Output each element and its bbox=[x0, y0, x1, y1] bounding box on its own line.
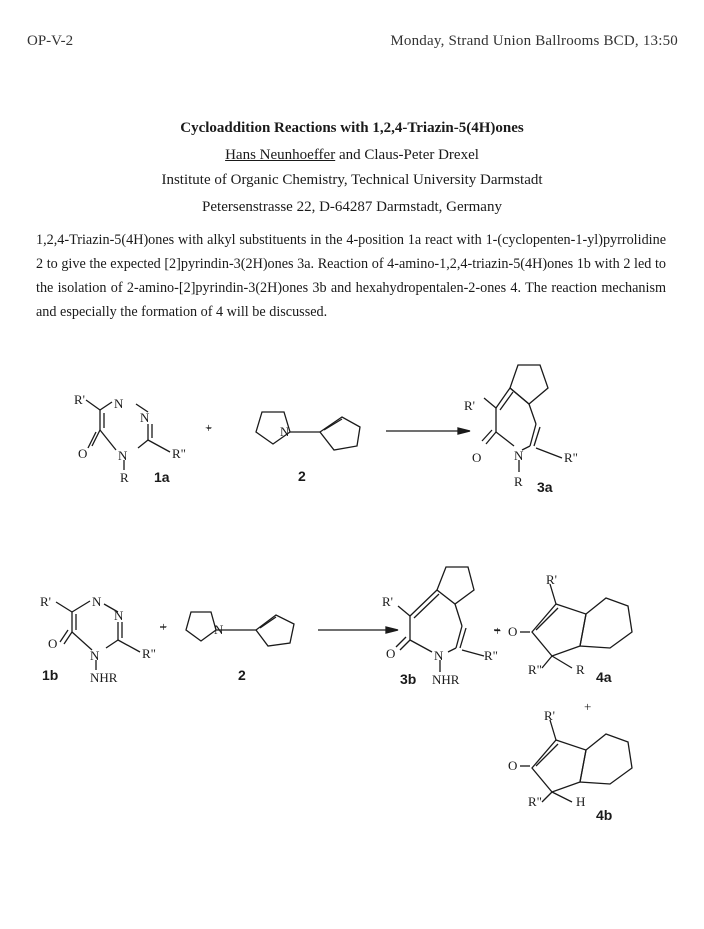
plus-sign: + bbox=[494, 623, 502, 638]
sub-r2: R" bbox=[528, 794, 542, 809]
atom-n: N bbox=[90, 648, 100, 663]
sub-r: R bbox=[514, 474, 523, 489]
sub-r1: R' bbox=[464, 398, 476, 413]
paper-title: Cycloaddition Reactions with 1,2,4-Triazin-5(4H)ones bbox=[180, 120, 524, 136]
atom-n: N bbox=[92, 594, 102, 609]
atom-n: N bbox=[434, 648, 444, 663]
compound-label-2: 2 bbox=[298, 468, 306, 484]
atom-n: N bbox=[214, 622, 224, 637]
plus-sign: + bbox=[584, 699, 592, 714]
atom-n: N bbox=[114, 396, 124, 411]
author-presenting: Hans Neunhoeffer bbox=[225, 147, 336, 163]
session-info: Monday, Strand Union Ballrooms BCD, 13:50 bbox=[390, 33, 678, 49]
atom-n: N bbox=[140, 410, 150, 425]
atom-n: N bbox=[114, 608, 124, 623]
sub-r1: R' bbox=[546, 572, 558, 587]
sub-r1: R' bbox=[74, 392, 86, 407]
plus-sign: + bbox=[160, 619, 168, 634]
compound-label-2: 2 bbox=[238, 667, 246, 683]
atom-n: N bbox=[514, 448, 524, 463]
sub-r1: R' bbox=[382, 594, 394, 609]
sub-r1: R' bbox=[544, 708, 556, 723]
structure-4a bbox=[520, 584, 632, 668]
atom-o: O bbox=[48, 636, 58, 651]
institute: Institute of Organic Chemistry, Technical University Darmstadt bbox=[161, 172, 543, 188]
address: Petersenstrasse 22, D-64287 Darmstadt, Germany bbox=[202, 199, 502, 215]
atom-o: O bbox=[508, 624, 518, 639]
sub-r: R bbox=[576, 662, 585, 677]
structure-4b bbox=[520, 720, 632, 802]
atom-n: N bbox=[280, 424, 290, 439]
structure-2 bbox=[186, 612, 294, 646]
sub-r2: R" bbox=[564, 450, 578, 465]
structure-2 bbox=[256, 412, 360, 450]
compound-label-1b: 1b bbox=[42, 667, 59, 683]
atom-o: O bbox=[78, 446, 88, 461]
compound-label-4a: 4a bbox=[596, 669, 612, 685]
compound-label-3b: 3b bbox=[400, 671, 417, 687]
sub-nhr: NHR bbox=[432, 672, 460, 687]
sub-r2: R" bbox=[528, 662, 542, 677]
sub-r2: R" bbox=[142, 646, 156, 661]
sub-r1: R' bbox=[40, 594, 52, 609]
atom-o: O bbox=[508, 758, 518, 773]
session-code: OP-V-2 bbox=[27, 33, 74, 49]
abstract: 1,2,4-Triazin-5(4H)ones with alkyl substituents in the 4-position 1a react with 1-(cyclopenten-1-yl)pyrrolidine 2 to give the expected [2]pyrindin-3(2H)ones 3a. Reaction of 4-amino-1,2,4-triazin-5(4H)ones 1b with 2 led to the isolation of 2-amino-[2]pyrindin-3(2H)ones 3b and hexahydropentalen-2-ones 4. The reaction mechanism and especially the formation of 4 will be discussed. bbox=[36, 232, 666, 320]
plus-sign: + bbox=[205, 420, 213, 435]
atom-o: O bbox=[472, 450, 482, 465]
sub-r: R bbox=[120, 470, 129, 485]
compound-label-4b: 4b bbox=[596, 807, 613, 823]
atom-h: H bbox=[576, 794, 586, 809]
sub-nhr: NHR bbox=[90, 670, 118, 685]
atom-n: N bbox=[118, 448, 128, 463]
compound-label-3a: 3a bbox=[537, 479, 553, 495]
atom-o: O bbox=[386, 646, 396, 661]
compound-label-1a: 1a bbox=[154, 469, 170, 485]
sub-r2: R" bbox=[172, 446, 186, 461]
structure-1a bbox=[86, 400, 170, 470]
author-coauthor: and Claus-Peter Drexel bbox=[335, 147, 479, 163]
sub-r2: R" bbox=[484, 648, 498, 663]
